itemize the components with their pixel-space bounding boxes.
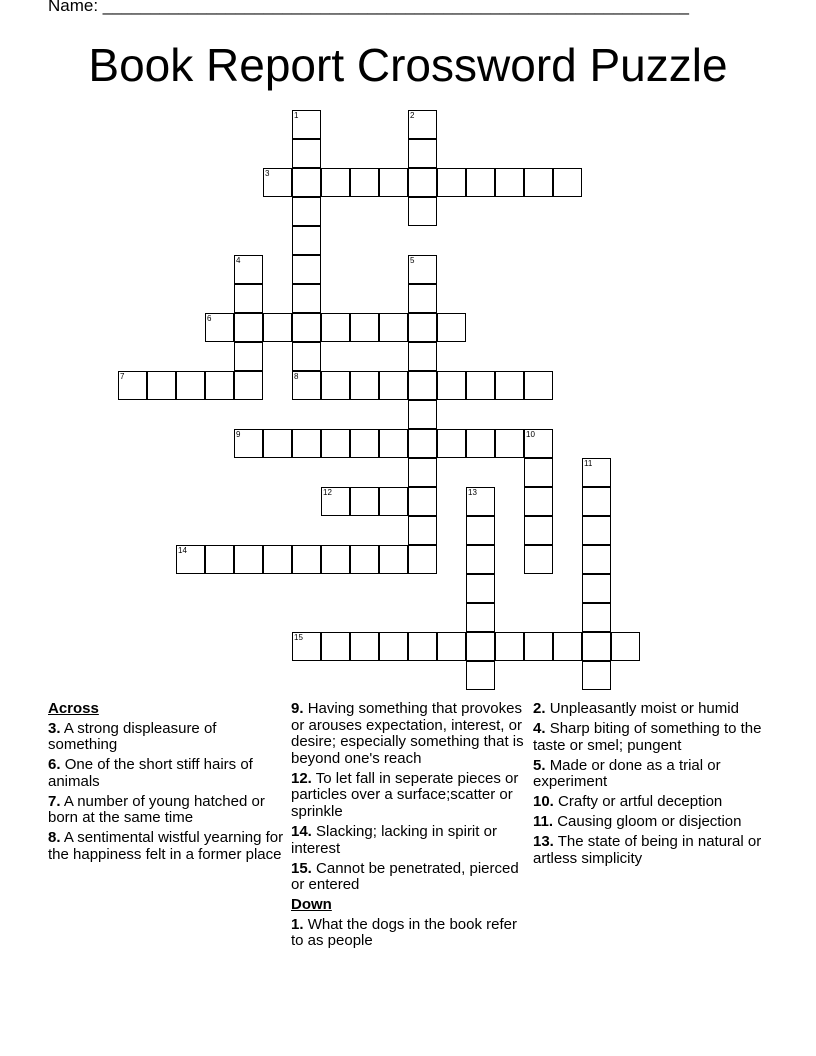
clue-text: A sentimental wistful yearning for the happiness felt in a former place [48, 829, 284, 863]
cell-number: 10 [526, 430, 535, 439]
grid-cell[interactable] [524, 371, 553, 400]
grid-cell[interactable] [321, 545, 350, 574]
clue-text: A strong displeasure of something [48, 719, 217, 754]
clue-number: 15. [291, 859, 312, 877]
grid-cell[interactable] [292, 313, 321, 342]
grid-cell[interactable] [292, 632, 321, 661]
cell-number: 2 [410, 111, 415, 120]
grid-cell[interactable] [379, 632, 408, 661]
grid-cell[interactable] [321, 168, 350, 197]
grid-cell[interactable] [582, 516, 611, 545]
cell-number: 1 [294, 111, 299, 120]
grid-cell[interactable] [582, 603, 611, 632]
grid-cell[interactable] [466, 574, 495, 603]
grid-cell[interactable] [524, 168, 553, 197]
grid-cell[interactable] [582, 487, 611, 516]
grid-cell[interactable] [524, 545, 553, 574]
grid-cell[interactable] [234, 371, 263, 400]
grid-cell[interactable] [408, 139, 437, 168]
grid-cell[interactable] [205, 313, 234, 342]
grid-cell[interactable] [321, 632, 350, 661]
cell-number: 7 [120, 372, 125, 381]
clue-text: Cannot be penetrated, pierced or entered [291, 859, 519, 894]
grid-cell[interactable] [350, 371, 379, 400]
grid-cell[interactable] [524, 487, 553, 516]
grid-cell[interactable] [437, 371, 466, 400]
grid-cell[interactable] [466, 603, 495, 632]
grid-cell[interactable] [292, 284, 321, 313]
clue-number: 7. [48, 792, 61, 810]
down-clue-1 [291, 917, 527, 950]
clue-text: Slacking; lacking in spirit or interest [291, 822, 497, 857]
cell-number: 13 [468, 488, 477, 497]
clue-text: Sharp biting of something to the taste or smel; pungent [533, 719, 762, 754]
grid-cell[interactable] [553, 168, 582, 197]
grid-cell[interactable] [466, 661, 495, 690]
clue-number: 14. [291, 822, 312, 840]
clue-number: 2. [533, 700, 546, 717]
grid-cell[interactable] [408, 110, 437, 139]
clue-text: Crafty or artful deception [558, 793, 723, 811]
grid-cell[interactable] [524, 632, 553, 661]
cell-number: 4 [236, 256, 241, 265]
grid-cell[interactable] [582, 458, 611, 487]
grid-cell[interactable] [524, 458, 553, 487]
across-clue-3 [48, 721, 284, 754]
grid-cell[interactable] [234, 545, 263, 574]
grid-cell[interactable] [466, 487, 495, 516]
grid-cell[interactable] [292, 255, 321, 284]
clue-text: The state of being in natural or artless simplicity [533, 833, 762, 867]
clue-text: What the dogs in the book refer to as people [291, 915, 517, 950]
grid-cell[interactable] [292, 226, 321, 255]
grid-cell[interactable] [611, 632, 640, 661]
grid-cell[interactable] [408, 168, 437, 197]
cell-number: 6 [207, 314, 212, 323]
grid-cell[interactable] [408, 255, 437, 284]
grid-cell[interactable] [350, 487, 379, 516]
name-field[interactable]: Name: ______________________________________________________________ [48, 0, 689, 15]
grid-cell[interactable] [350, 313, 379, 342]
grid-cell[interactable] [408, 284, 437, 313]
clue-number: 1. [291, 915, 304, 933]
grid-cell[interactable] [176, 545, 205, 574]
grid-cell[interactable] [495, 168, 524, 197]
clue-text: Causing gloom or disjection [557, 813, 742, 831]
grid-cell[interactable] [176, 371, 205, 400]
grid-cell[interactable] [379, 545, 408, 574]
down-clue-5 [533, 758, 769, 791]
grid-cell[interactable] [263, 168, 292, 197]
clue-number: 8. [48, 829, 61, 847]
grid-cell[interactable] [408, 487, 437, 516]
grid-cell[interactable] [466, 429, 495, 458]
grid-cell[interactable] [234, 429, 263, 458]
across-clue-7 [48, 794, 284, 827]
grid-cell[interactable] [495, 429, 524, 458]
down-clue-10 [533, 794, 769, 811]
grid-cell[interactable] [292, 342, 321, 371]
grid-cell[interactable] [292, 371, 321, 400]
grid-cell[interactable] [379, 371, 408, 400]
page-title: Book Report Crossword Puzzle [88, 39, 728, 91]
clue-number: 12. [291, 769, 312, 787]
clue-number: 13. [533, 833, 554, 851]
grid-cell[interactable] [234, 342, 263, 371]
across-clue-6 [48, 757, 284, 790]
grid-cell[interactable] [234, 284, 263, 313]
across-clue-14 [291, 824, 527, 857]
grid-cell[interactable] [582, 574, 611, 603]
clue-number: 3. [48, 719, 61, 737]
grid-cell[interactable] [408, 632, 437, 661]
grid-cell[interactable] [350, 545, 379, 574]
grid-cell[interactable] [234, 255, 263, 284]
grid-cell[interactable] [118, 371, 147, 400]
across-clue-9 [291, 701, 527, 767]
grid-cell[interactable] [524, 516, 553, 545]
grid-cell[interactable] [495, 371, 524, 400]
grid-cell[interactable] [292, 110, 321, 139]
down-clue-2 [533, 701, 769, 718]
grid-cell[interactable] [379, 168, 408, 197]
grid-cell[interactable] [495, 632, 524, 661]
grid-cell[interactable] [553, 632, 582, 661]
down-clue-4 [533, 721, 769, 754]
down-clue-13 [533, 834, 769, 867]
grid-cell[interactable] [263, 313, 292, 342]
grid-cell[interactable] [350, 632, 379, 661]
down-heading: Down [291, 896, 332, 914]
cell-number: 5 [410, 256, 415, 265]
grid-cell[interactable] [466, 632, 495, 661]
cell-number: 15 [294, 633, 303, 642]
grid-cell[interactable] [466, 516, 495, 545]
grid-cell[interactable] [437, 632, 466, 661]
grid-cell[interactable] [408, 371, 437, 400]
grid-cell[interactable] [437, 313, 466, 342]
clues-column-1 [48, 701, 284, 867]
grid-cell[interactable] [292, 168, 321, 197]
cell-number: 9 [236, 430, 241, 439]
grid-cell[interactable] [408, 545, 437, 574]
grid-cell[interactable] [263, 429, 292, 458]
down-clue-11 [533, 814, 769, 831]
clue-number: 11. [533, 813, 554, 831]
clue-number: 6. [48, 756, 61, 774]
clue-number: 10. [533, 793, 554, 811]
clue-number: 4. [533, 719, 546, 737]
grid-cell[interactable] [350, 429, 379, 458]
grid-cell[interactable] [466, 545, 495, 574]
grid-cell[interactable] [147, 371, 176, 400]
across-clue-8 [48, 830, 284, 863]
grid-cell[interactable] [437, 168, 466, 197]
grid-cell[interactable] [408, 516, 437, 545]
across-heading: Across [48, 700, 99, 717]
across-clue-15 [291, 861, 527, 894]
clue-text: To let fall in seperate pieces or particles over a surface;scatter or sprinkle [291, 769, 519, 820]
grid-cell[interactable] [321, 313, 350, 342]
grid-cell[interactable] [408, 429, 437, 458]
clue-number: 9. [291, 701, 304, 717]
grid-cell[interactable] [379, 429, 408, 458]
grid-cell[interactable] [582, 661, 611, 690]
clue-text: A number of young hatched or born at the same time [48, 792, 265, 827]
grid-cell[interactable] [350, 168, 379, 197]
clue-text: Unpleasantly moist or humid [549, 700, 739, 717]
across-clue-12 [291, 771, 527, 821]
grid-cell[interactable] [321, 487, 350, 516]
grid-cell[interactable] [292, 545, 321, 574]
grid-cell[interactable] [234, 313, 263, 342]
grid-cell[interactable] [408, 400, 437, 429]
grid-cell[interactable] [292, 197, 321, 226]
grid-cell[interactable] [205, 545, 234, 574]
grid-cell[interactable] [321, 429, 350, 458]
clues-column-2 [291, 701, 527, 957]
clue-text: Made or done as a trial or experiment [533, 756, 721, 791]
grid-cell[interactable] [524, 429, 553, 458]
grid-cell[interactable] [437, 429, 466, 458]
grid-cell[interactable] [408, 458, 437, 487]
grid-cell[interactable] [292, 139, 321, 168]
grid-cell[interactable] [466, 371, 495, 400]
clues-column-3 [533, 701, 769, 871]
grid-cell[interactable] [321, 371, 350, 400]
grid-cell[interactable] [582, 545, 611, 574]
grid-cell[interactable] [263, 545, 292, 574]
grid-cell[interactable] [205, 371, 234, 400]
grid-cell[interactable] [408, 197, 437, 226]
cell-number: 14 [178, 546, 187, 555]
cell-number: 12 [323, 488, 332, 497]
grid-cell[interactable] [379, 313, 408, 342]
grid-cell[interactable] [408, 342, 437, 371]
grid-cell[interactable] [292, 429, 321, 458]
cell-number: 11 [584, 459, 593, 468]
grid-cell[interactable] [466, 168, 495, 197]
clue-text: One of the short stiff hairs of animals [48, 756, 253, 790]
grid-cell[interactable] [379, 487, 408, 516]
cell-number: 8 [294, 372, 299, 381]
grid-cell[interactable] [408, 313, 437, 342]
clue-number: 5. [533, 756, 546, 774]
cell-number: 3 [265, 169, 270, 178]
grid-cell[interactable] [582, 632, 611, 661]
clue-text: Having something that provokes or arouses expectation, interest, or desire; especially something that is beyond one's reach [291, 701, 524, 767]
